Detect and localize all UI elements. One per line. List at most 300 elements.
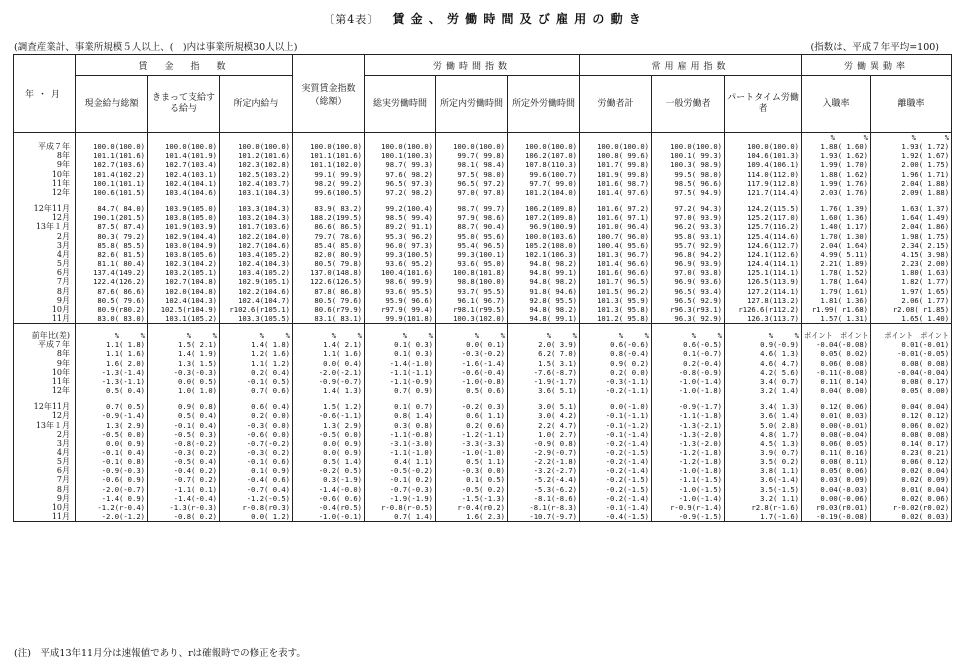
spacer-cell [365, 395, 436, 402]
table-cell: -0.7( 0.2) [148, 475, 220, 484]
table-cell: 121.7(114.4) [725, 188, 802, 197]
table-cell: 0.0(-1.0) [580, 402, 652, 411]
table-cell: 0.6(-0.5) [652, 340, 725, 349]
row-label: 8年 [14, 349, 76, 358]
table-cell: 0.3( 0.8) [365, 421, 436, 430]
table-cell: 100.3( 98.9) [652, 160, 725, 169]
table-cell: 0.06( 0.05) [802, 439, 871, 448]
table-cell: 6.2( 7.0) [508, 349, 580, 358]
table-cell: 1.70( 1.30) [802, 232, 871, 241]
table-cell: % % [802, 133, 871, 143]
table-cell: -0.1( 0.4) [76, 448, 148, 457]
table-cell: 102.3(102.8) [220, 160, 293, 169]
table-cell: r126.6(r112.2) [725, 305, 802, 314]
table-cell: 2.23( 2.00) [871, 259, 952, 268]
row-label: 12年11月 [14, 402, 76, 411]
table-cell: 0.0( 0.5) [148, 377, 220, 386]
table-cell: 0.1( 0.5) [436, 475, 508, 484]
table-cell: 96.1( 96.7) [436, 296, 508, 305]
col-header: 現金給与総額 [76, 76, 148, 133]
table-cell: 101.3( 95.9) [580, 296, 652, 305]
table-cell: -1.3(-2.1) [652, 421, 725, 430]
table-cell: -1.3(-1.4) [76, 368, 148, 377]
table-row [14, 439, 952, 448]
table-cell [220, 133, 293, 143]
table-cell: -2.9(-0.7) [508, 448, 580, 457]
table-cell: % % [508, 331, 580, 340]
table-cell: 102.0(104.8) [148, 287, 220, 296]
table-cell: 95.7( 92.9) [652, 241, 725, 250]
table-cell: -0.5( 0.3) [148, 430, 220, 439]
table-row [14, 368, 952, 377]
table-cell: % % [365, 331, 436, 340]
table-cell: -1.2(-1.8) [652, 448, 725, 457]
row-label: 平成７年 [14, 340, 76, 349]
table-cell: 96.9(100.9) [508, 222, 580, 231]
table-cell: 0.08( 0.17) [871, 377, 952, 386]
table-cell: 0.1( 0.3) [365, 349, 436, 358]
table-cell: -0.6( 0.9) [76, 475, 148, 484]
table-cell [725, 133, 802, 143]
table-cell: 1.0( 1.0) [148, 386, 220, 395]
table-cell: -0.1( 0.2) [365, 475, 436, 484]
row-label: 10月 [14, 305, 76, 314]
table-cell: 97.0( 97.8) [436, 188, 508, 197]
table-cell: 2.09( 1.88) [871, 188, 952, 197]
table-cell: 1.93( 1.72) [871, 142, 952, 151]
table-cell: 83.1( 83.1) [293, 314, 365, 324]
table-cell: r-0.02(r0.02) [871, 503, 952, 512]
table-cell: -0.9(-0.3) [76, 466, 148, 475]
table-cell: 0.9(-0.9) [725, 340, 802, 349]
table-cell: 0.1( 0.3) [365, 340, 436, 349]
table-cell: 103.1(105.2) [148, 314, 220, 324]
col-header: 所定外労働時間 [508, 76, 580, 133]
table-cell: 0.9( 0.2) [580, 359, 652, 368]
table-cell: 97.0( 93.9) [652, 213, 725, 222]
row-label: 9月 [14, 296, 76, 305]
table-cell: 1.63( 1.37) [871, 204, 952, 213]
table-cell: -1.4(-1.0) [365, 359, 436, 368]
table-cell: 137.4(149.2) [76, 268, 148, 277]
spacer-cell [148, 197, 220, 204]
spacer-cell [293, 197, 365, 204]
table-cell: 100.0(100.0) [580, 142, 652, 151]
table-row [14, 142, 952, 151]
table-cell: 0.8( 1.4) [365, 411, 436, 420]
table-cell: 87.8( 86.8) [293, 287, 365, 296]
table-cell: 91.8( 94.6) [508, 287, 580, 296]
table-cell: 97.2( 94.3) [652, 204, 725, 213]
table-cell: 101.3( 96.7) [580, 250, 652, 259]
table-row [14, 204, 952, 213]
table-cell: 99.9(101.8) [365, 314, 436, 324]
table-cell: 0.01( 0.03) [802, 411, 871, 420]
spacer-cell [580, 395, 652, 402]
table-cell: 0.6(-0.6) [580, 340, 652, 349]
table-cell: 99.2(100.4) [365, 204, 436, 213]
table-cell: 0.9( 0.8) [148, 402, 220, 411]
table-cell: 3.2( 1.1) [725, 494, 802, 503]
spacer-cell [871, 197, 952, 204]
table-cell: -1.4( 0.9) [76, 494, 148, 503]
table-cell: ポイント ポイント [871, 331, 952, 340]
table-cell: 0.3(-1.9) [293, 475, 365, 484]
table-cell: 0.0( 0.9) [293, 448, 365, 457]
spacer-cell [14, 197, 76, 204]
spacer-cell [802, 395, 871, 402]
table-cell: 0.0( 0.4) [293, 359, 365, 368]
table-cell: 1.97( 1.65) [871, 287, 952, 296]
spacer-cell [652, 324, 725, 332]
table-cell: 2.04( 1.64) [802, 241, 871, 250]
table-cell: 80.6(r79.9) [293, 305, 365, 314]
table-cell: 95.8( 93.1) [652, 232, 725, 241]
table-cell: 101.1(101.6) [293, 151, 365, 160]
table-cell: 93.6( 95.2) [365, 259, 436, 268]
table-cell: -2.2(-1.8) [508, 457, 580, 466]
table-row [14, 457, 952, 466]
table-cell: -1.1(-1.0) [365, 448, 436, 457]
table-cell: -10.7(-9.7) [508, 512, 580, 522]
table-cell: 100.6(101.5) [76, 188, 148, 197]
table-cell: -8.1(-8.6) [508, 494, 580, 503]
table-cell: 124.6(112.7) [725, 241, 802, 250]
spacer-cell [508, 197, 580, 204]
table-cell: -0.4( 0.6) [220, 475, 293, 484]
table-cell: 2.21( 1.89) [802, 259, 871, 268]
table-cell: -1.0(-1.8) [652, 466, 725, 475]
row-label: 前年比(差) [14, 331, 76, 340]
table-cell: 101.4(102.2) [76, 170, 148, 179]
table-cell: 1.88( 1.62) [802, 170, 871, 179]
table-cell: -1.0(-1.0) [436, 448, 508, 457]
row-label: 5月 [14, 457, 76, 466]
row-label: 6月 [14, 268, 76, 277]
table-cell: 2.0( 3.9) [508, 340, 580, 349]
table-cell: -1.2(r-0.4) [76, 503, 148, 512]
spacer-cell [652, 395, 725, 402]
spacer-cell [76, 197, 148, 204]
table-cell: 89.2( 91.1) [365, 222, 436, 231]
table-row [14, 160, 952, 169]
spacer-cell [365, 197, 436, 204]
spacer-cell [220, 395, 293, 402]
table-cell: 0.11( 0.16) [802, 448, 871, 457]
table-cell: 98.7( 99.3) [365, 160, 436, 169]
table-cell: 1.3( 2.9) [293, 421, 365, 430]
row-label: 5月 [14, 259, 76, 268]
table-cell: 87.5( 87.4) [76, 222, 148, 231]
table-cell: 137.0(148.8) [293, 268, 365, 277]
table-cell: -0.6(-1.1) [293, 411, 365, 420]
table-cell: 1.3( 1.5) [148, 359, 220, 368]
table-cell: 97.5( 98.0) [436, 170, 508, 179]
group-header-employment: 常用雇用指数 [580, 55, 802, 76]
table-cell: -1.0(-1.4) [652, 494, 725, 503]
table-cell: r2.8(r-1.6) [725, 503, 802, 512]
row-label: 6月 [14, 466, 76, 475]
table-row [14, 503, 952, 512]
table-cell: 97.0( 93.8) [652, 268, 725, 277]
table-cell: -1.9(-1.7) [508, 377, 580, 386]
table-cell: 80.3( 79.2) [76, 232, 148, 241]
table-cell: 101.9(103.9) [148, 222, 220, 231]
table-cell: 85.8( 85.5) [76, 241, 148, 250]
table-cell: 1.96( 1.71) [871, 170, 952, 179]
table-cell: 100.0(100.0) [508, 142, 580, 151]
table-cell: 103.3(104.3) [220, 204, 293, 213]
table-cell: 101.9( 99.8) [580, 170, 652, 179]
table-cell: 0.02( 0.09) [871, 475, 952, 484]
table-cell: 96.5( 97.2) [436, 179, 508, 188]
table-cell: -0.2(-1.4) [580, 457, 652, 466]
table-cell: 0.2( 0.0) [220, 411, 293, 420]
table-cell: -0.4( 0.2) [148, 466, 220, 475]
table-cell: -0.7(-0.3) [365, 485, 436, 494]
table-cell: r0.03(r0.01) [802, 503, 871, 512]
spacer-cell [14, 324, 76, 332]
table-cell: % % [293, 331, 365, 340]
table-cell: 98.1( 98.4) [436, 160, 508, 169]
table-cell: 100.0(100.0) [148, 142, 220, 151]
group-header-turnover: 労働異動率 [802, 55, 952, 76]
spacer-cell [871, 395, 952, 402]
table-cell: 79.7( 78.6) [293, 232, 365, 241]
table-cell: 0.00(-0.01) [802, 421, 871, 430]
spacer-cell [725, 324, 802, 332]
table-cell: 101.6( 97.2) [580, 204, 652, 213]
table-row [14, 314, 952, 324]
table-cell: r-0.8(r-0.5) [365, 503, 436, 512]
table-cell: -0.2(-1.5) [580, 485, 652, 494]
table-cell: 88.7( 90.4) [436, 222, 508, 231]
table-cell: 0.08( 0.08) [871, 430, 952, 439]
table-cell: 1.4( 1.3) [293, 386, 365, 395]
col-header: 総実労働時間 [365, 76, 436, 133]
row-label: 11年 [14, 377, 76, 386]
table-cell: 100.4(101.6) [365, 268, 436, 277]
table-cell: -0.04(-0.08) [802, 340, 871, 349]
table-cell: 102.5(r104.9) [148, 305, 220, 314]
table-cell: -0.8( 0.2) [148, 512, 220, 522]
row-label: 12月 [14, 213, 76, 222]
table-cell: -1.3(-1.1) [76, 377, 148, 386]
table-cell: 1.78( 1.64) [802, 277, 871, 286]
table-cell: -7.6(-8.7) [508, 368, 580, 377]
table-row [14, 188, 952, 197]
table-cell: -5.3(-6.2) [508, 485, 580, 494]
col-header: 入職率 [802, 76, 871, 133]
table-cell: -0.1(-1.4) [580, 503, 652, 512]
table-cell: -0.2(-1.4) [580, 494, 652, 503]
table-cell: 1.76( 1.39) [802, 204, 871, 213]
table-cell: 101.2(101.6) [220, 151, 293, 160]
table-cell: 4.6( 4.7) [725, 359, 802, 368]
table-cell: -0.3( 0.2) [148, 448, 220, 457]
table-cell: -0.5( 0.2) [436, 485, 508, 494]
table-cell: 1.4( 2.1) [293, 340, 365, 349]
table-cell: 3.0( 4.2) [508, 411, 580, 420]
table-cell: 100.0(100.0) [652, 142, 725, 151]
table-cell: 125.4(114.6) [725, 232, 802, 241]
table-cell: -0.5( 0.0) [293, 430, 365, 439]
table-cell: 1.6( 2.0) [76, 359, 148, 368]
table-cell: 102.4(104.1) [148, 179, 220, 188]
table-cell: 101.7( 99.8) [580, 160, 652, 169]
table-cell: 122.4(126.2) [76, 277, 148, 286]
spacer-cell [436, 395, 508, 402]
table-cell: 126.5(113.9) [725, 277, 802, 286]
table-cell: 122.6(126.5) [293, 277, 365, 286]
table-cell: 102.7(103.4) [148, 160, 220, 169]
table-cell: -0.5(-0.2) [365, 466, 436, 475]
table-cell: 101.4(101.9) [148, 151, 220, 160]
table-cell: 2.03( 1.76) [802, 188, 871, 197]
table-row [14, 485, 952, 494]
table-cell: % % [76, 331, 148, 340]
table-row [14, 222, 952, 231]
table-cell: 3.9( 0.7) [725, 448, 802, 457]
table-cell: -0.3(-0.3) [148, 368, 220, 377]
row-label: 3月 [14, 439, 76, 448]
row-label: 8年 [14, 151, 76, 160]
table-cell: 0.8(-0.4) [580, 349, 652, 358]
table-cell: 1.57( 1.31) [802, 314, 871, 324]
table-row [14, 133, 952, 143]
table-cell: -1.0(-0.8) [436, 377, 508, 386]
table-row [14, 170, 952, 179]
table-cell: 101.1(101.6) [76, 151, 148, 160]
table-cell: 103.2(104.3) [220, 213, 293, 222]
table-cell: -1.0(-1.5) [652, 485, 725, 494]
table-cell: 0.14( 0.17) [871, 439, 952, 448]
row-label: 平成７年 [14, 142, 76, 151]
table-cell: 95.4( 96.5) [436, 241, 508, 250]
table-cell: 100.0(100.0) [76, 142, 148, 151]
table-cell: 109.4(106.1) [725, 160, 802, 169]
table-cell [365, 133, 436, 143]
table-cell: 0.5( 1.4) [293, 457, 365, 466]
table-cell: -0.2( 0.3) [436, 402, 508, 411]
table-cell: 103.2(105.1) [148, 268, 220, 277]
table-cell: 3.8( 1.1) [725, 466, 802, 475]
table-cell: 0.08(-0.04) [802, 430, 871, 439]
table-cell: r-0.9(r-1.4) [652, 503, 725, 512]
table-cell [508, 133, 580, 143]
table-cell: 2.04( 1.88) [871, 179, 952, 188]
spacer-cell [220, 324, 293, 332]
table-cell: 0.12( 0.12) [871, 411, 952, 420]
table-cell: 1.98( 1.75) [871, 232, 952, 241]
col-header: きまって支給する給与 [148, 76, 220, 133]
table-cell: 103.4(105.2) [220, 268, 293, 277]
table-cell: 1.99( 1.76) [802, 179, 871, 188]
spacer-cell [14, 395, 76, 402]
table-title-text: 賃 金 、 労 働 時 間 及 び 雇 用 の 動 き [392, 12, 642, 26]
table-row [14, 475, 952, 484]
spacer-cell [580, 324, 652, 332]
table-cell: % % [148, 331, 220, 340]
table-cell: 80.5( 79.6) [293, 296, 365, 305]
table-cell: 96.9( 93.6) [652, 277, 725, 286]
spacer-row [14, 395, 952, 402]
table-cell: 0.2( 0.4) [220, 368, 293, 377]
table-cell: 94.8( 99.1) [508, 314, 580, 324]
table-cell: 1.65( 1.40) [871, 314, 952, 324]
table-row [14, 386, 952, 395]
table-cell: % % [871, 133, 952, 143]
table-cell [580, 133, 652, 143]
table-cell: 102.4(104.3) [220, 259, 293, 268]
table-cell: 4.15( 3.98) [871, 250, 952, 259]
spacer-cell [508, 395, 580, 402]
table-cell: 1.7(-1.6) [725, 512, 802, 522]
table-cell: 2.34( 2.15) [871, 241, 952, 250]
table-cell: 96.3( 92.9) [652, 314, 725, 324]
table-row [14, 250, 952, 259]
table-cell: -0.1(-1.4) [580, 430, 652, 439]
table-cell: -0.3(-1.1) [580, 377, 652, 386]
spacer-cell [652, 197, 725, 204]
table-cell: 100.8(101.8) [436, 268, 508, 277]
table-cell: 97.5( 94.9) [652, 188, 725, 197]
table-cell: 0.5( 0.4) [148, 411, 220, 420]
table-cell: 93.6( 95.0) [436, 259, 508, 268]
table-cell: -0.01(-0.05) [871, 349, 952, 358]
table-cell: -0.04(-0.04) [871, 368, 952, 377]
table-cell: -0.2(-1.5) [580, 475, 652, 484]
table-cell: -1.0(-1.4) [652, 377, 725, 386]
table-cell: 101.7( 96.5) [580, 277, 652, 286]
table-cell: 1.60( 1.36) [802, 213, 871, 222]
table-cell: 85.4( 85.0) [293, 241, 365, 250]
table-cell: 101.7(103.6) [220, 222, 293, 231]
table-cell: 0.06( 0.12) [871, 457, 952, 466]
table-cell: r-0.4(r0.2) [436, 503, 508, 512]
table-cell: -3.1(-3.0) [365, 439, 436, 448]
table-cell: -0.3(-0.2) [436, 349, 508, 358]
table-cell: 0.06( 0.02) [871, 421, 952, 430]
group-header-real-wage: 実質賃金指数（総額） [293, 55, 365, 133]
table-cell: 0.1(-0.7) [652, 349, 725, 358]
table-cell: -0.9(-1.5) [652, 512, 725, 522]
table-cell: 97.2( 98.2) [365, 188, 436, 197]
table-cell [293, 133, 365, 143]
table-cell: 0.23( 0.21) [871, 448, 952, 457]
table-cell: 0.4( 1.1) [365, 457, 436, 466]
table-cell: 98.8(100.0) [436, 277, 508, 286]
table-cell: 95.9( 96.6) [365, 296, 436, 305]
row-label: 13年１月 [14, 222, 76, 231]
table-cell: 98.5( 96.6) [652, 179, 725, 188]
col-header: 所定内給与 [220, 76, 293, 133]
table-cell: 0.08( 0.11) [802, 457, 871, 466]
table-row [14, 213, 952, 222]
table-row [14, 179, 952, 188]
table-cell: -1.4(-0.0) [293, 485, 365, 494]
row-label: 3月 [14, 241, 76, 250]
col-header: 所定内労働時間 [436, 76, 508, 133]
row-label: 4月 [14, 448, 76, 457]
table-cell: 1.5( 2.1) [148, 340, 220, 349]
table-row [14, 430, 952, 439]
table-cell: 102.1(106.3) [508, 250, 580, 259]
table-cell: 0.1( 0.9) [220, 466, 293, 475]
table-cell: 84.7( 84.0) [76, 204, 148, 213]
table-cell: 106.2(109.8) [508, 204, 580, 213]
table-cell: 98.5( 99.4) [365, 213, 436, 222]
